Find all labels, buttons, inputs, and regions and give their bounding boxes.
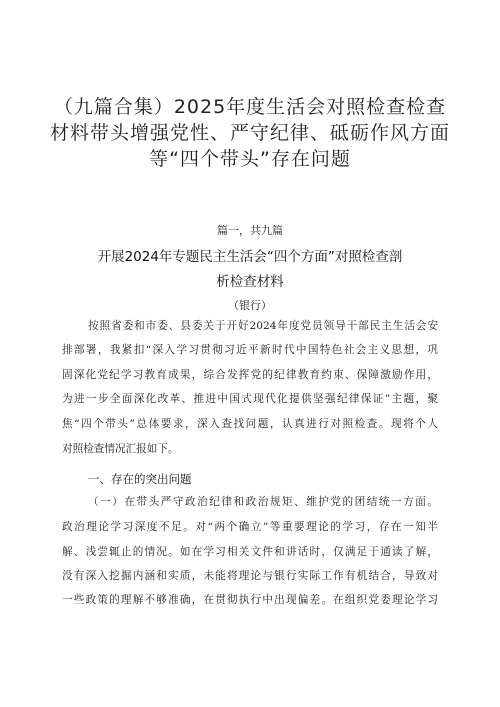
section-heading-1: 一、存在的突出问题 [88,472,192,486]
document-title-line-2: 材料带头增强党性、严守纪律、砥砺作风方面 [49,122,450,144]
intro-line-3: 固深化党纪学习教育成果，综合发挥党的纪律教育约束、保障激励作用， [62,369,438,381]
intro-line-6: 对照检查情况汇报如下。 [62,443,179,455]
body-line-2: 政治理论学习深度不足。对“两个确立”等重要理论的学习，存在一知半 [62,521,438,533]
body-line-4: 没有深入挖掘内涵和实质，未能将理论与银行实际工作有机结合，导致对 [62,570,438,582]
section-label: 篇一，共九篇 [217,224,283,237]
body-line-1: （一）在带头严守政治纪律和政治规矩、维护党的团结统一方面。 [88,496,438,508]
subtitle-line-1: 开展2024年专题民主生活会“四个方面”对照检查剖 [97,249,403,265]
intro-line-4: 为进一步全面深化改革、推进中国式现代化提供坚强纪律保证”主题，聚 [62,393,438,405]
intro-line-1: 按照省委和市委、县委关于开好2024年度党员领导干部民主生活会安 [88,320,438,332]
intro-line-5: 焦“四个带头”总体要求，深入查找问题，认真进行对照检查。现将个人 [62,418,438,430]
body-line-3: 解、浅尝辄止的情况。如在学习相关文件和讲话时，仅满足于通读了解， [62,546,438,558]
document-title-line-3: 等“四个带头”存在问题 [149,148,351,170]
org-label: （银行） [228,299,272,312]
document-title-line-1: （九篇合集）2025年度生活会对照检查检查 [53,96,447,118]
subtitle-line-2: 析检查材料 [216,274,284,290]
intro-line-2: 排部署，我紧扣“深入学习贯彻习近平新时代中国特色社会主义思想，巩 [62,344,438,356]
body-line-5: 一些政策的理解不够准确，在贯彻执行中出现偏差。在组织党委理论学习 [62,594,438,606]
